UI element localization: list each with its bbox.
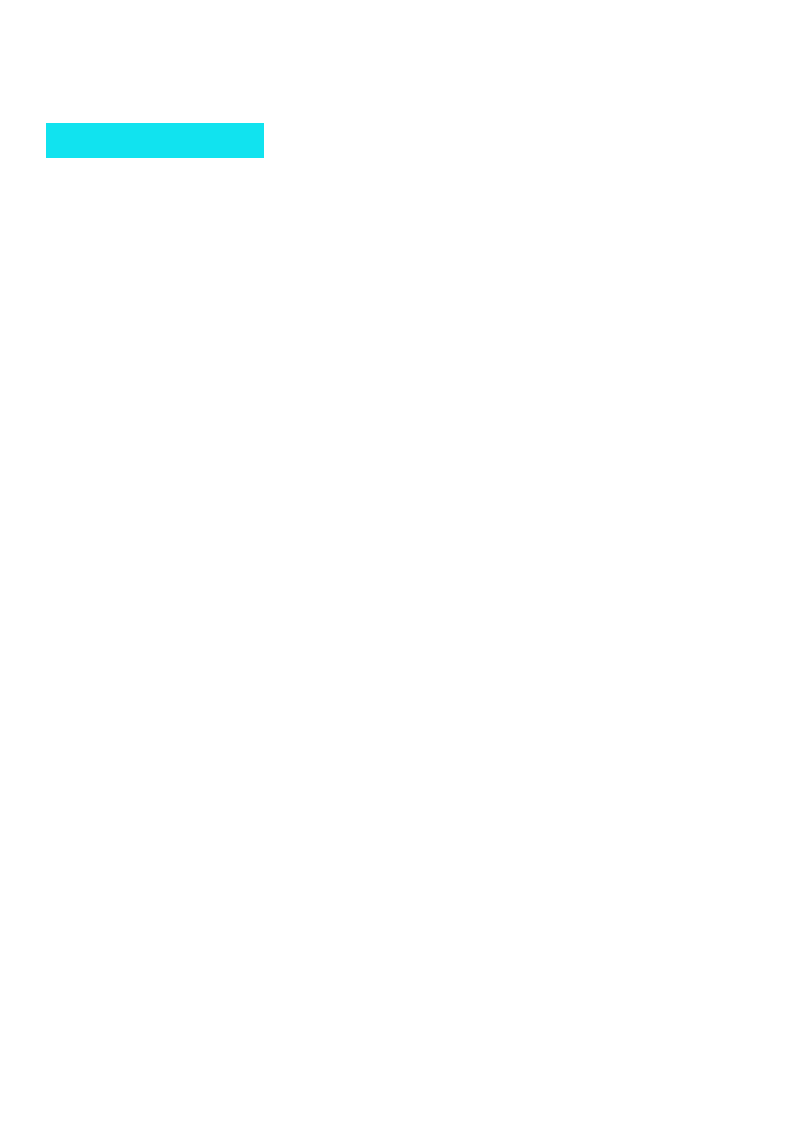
section-heading-key-words <box>46 123 264 158</box>
